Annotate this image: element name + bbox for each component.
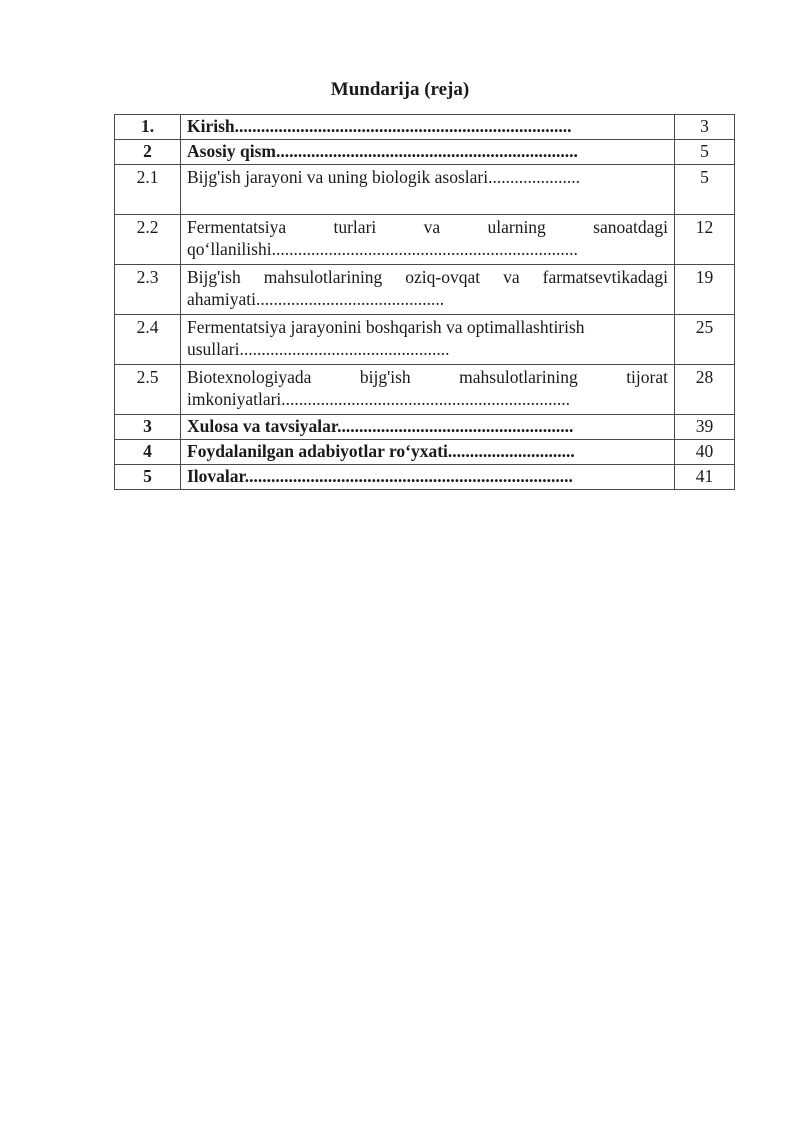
toc-row-number: 2.5 [115, 365, 181, 415]
toc-row-page: 40 [675, 440, 735, 465]
toc-row-number: 2.4 [115, 315, 181, 365]
toc-row-page: 5 [675, 140, 735, 165]
toc-row-number: 1. [115, 115, 181, 140]
toc-row-page: 19 [675, 265, 735, 315]
toc-row-page: 3 [675, 115, 735, 140]
toc-row-number: 5 [115, 465, 181, 490]
toc-row-title: Fermentatsiya jarayonini boshqarish va optimallashtirish usullari................................................ [181, 315, 675, 365]
toc-row-ilovalar [115, 465, 735, 490]
toc-row-2-3 [115, 265, 735, 315]
toc-row-xulosa [115, 415, 735, 440]
toc-row-title: Kirish............................................................................. [181, 115, 675, 140]
toc-row-title: Ilovalar........................................................................... [181, 465, 675, 490]
toc-row-asosiy-qism [115, 140, 735, 165]
toc-row-number: 4 [115, 440, 181, 465]
toc-row-title: Biotexnologiyada bijg'ish mahsulotlarining tijorat imkoniyatlari.................................................................. [181, 365, 675, 415]
toc-row-page: 28 [675, 365, 735, 415]
toc-row-title: Asosiy qism..................................................................... [181, 140, 675, 165]
toc-row-page: 39 [675, 415, 735, 440]
toc-row-2-4 [115, 315, 735, 365]
toc-row-kirish [115, 115, 735, 140]
toc-row-title: Xulosa va tavsiyalar...................................................... [181, 415, 675, 440]
toc-row-number: 2.3 [115, 265, 181, 315]
toc-row-title: Bijg'ish jarayoni va uning biologik asoslari..................... [181, 165, 675, 215]
toc-row-number: 2 [115, 140, 181, 165]
toc-row-adabiyotlar [115, 440, 735, 465]
toc-row-2-1 [115, 165, 735, 215]
toc-row-page: 25 [675, 315, 735, 365]
toc-row-page: 5 [675, 165, 735, 215]
toc-row-page: 12 [675, 215, 735, 265]
toc-row-2-5 [115, 365, 735, 415]
toc-row-number: 2.1 [115, 165, 181, 215]
toc-row-title: Fermentatsiya turlari va ularning sanoatdagi qo‘llanilishi...................................................................... [181, 215, 675, 265]
toc-row-2-2 [115, 215, 735, 265]
toc-row-number: 2.2 [115, 215, 181, 265]
toc-row-title: Bijg'ish mahsulotlarining oziq-ovqat va farmatsevtikadagi ahamiyati........................................... [181, 265, 675, 315]
toc-row-title: Foydalanilgan adabiyotlar ro‘yxati............................. [181, 440, 675, 465]
page-title: Mundarija (reja) [330, 79, 470, 100]
table-of-contents [114, 114, 735, 490]
toc-row-page: 41 [675, 465, 735, 490]
toc-row-number: 3 [115, 415, 181, 440]
